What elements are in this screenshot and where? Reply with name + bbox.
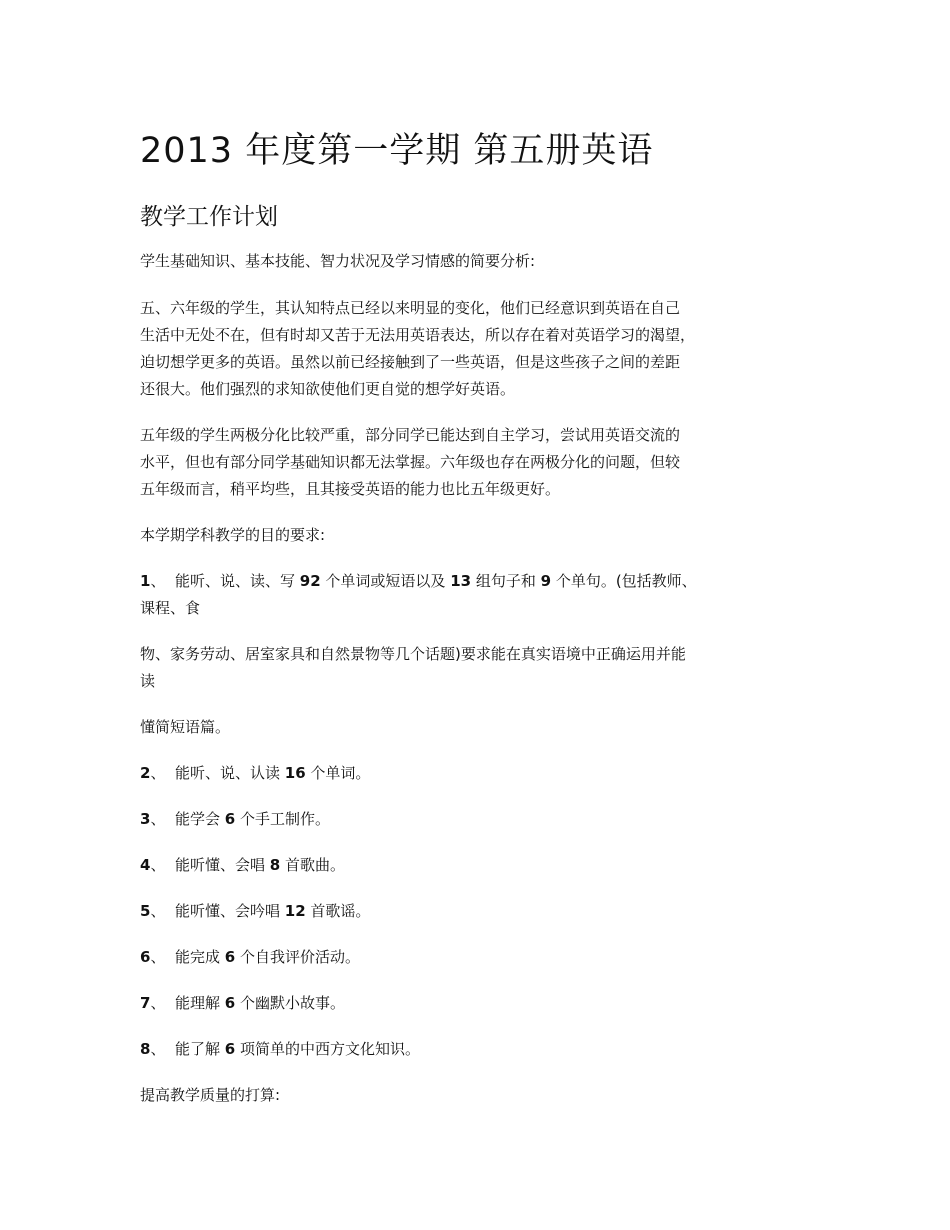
item-number: 8 — [140, 1040, 151, 1058]
item-count: 12 — [284, 902, 306, 920]
item-count: 6 — [224, 994, 236, 1012]
item-count: 13 — [450, 572, 472, 590]
goal-item-3 — [140, 806, 820, 833]
analysis-heading: 学生基础知识、基本技能、智力状况及学习情感的简要分析: — [140, 252, 536, 270]
paragraph-line: 五、六年级的学生，其认知特点已经以来明显的变化，他们已经意识到英语在自己 — [140, 299, 681, 317]
item-number: 6 — [140, 948, 151, 966]
item-text: 组句子和 — [471, 572, 541, 590]
item-text: 项简单的中西方文化知识。 — [235, 1040, 420, 1058]
item-number: 5 — [140, 902, 151, 920]
item-text: 个单词或短语以及 — [320, 572, 451, 590]
paragraph-line: 生活中无处不在，但有时却又苦于无法用英语表达，所以存在着对英语学习的渴望， — [140, 326, 696, 344]
item-text: 个手工制作。 — [235, 810, 330, 828]
item-number: 1 — [140, 572, 151, 590]
item-number: 2 — [140, 764, 151, 782]
item-count: 92 — [299, 572, 321, 590]
item-text: 个单词。 — [305, 764, 371, 782]
goal-item-5 — [140, 898, 820, 925]
item-separator: 、 — [150, 810, 166, 828]
item-count: 9 — [540, 572, 552, 590]
item-number: 4 — [140, 856, 151, 874]
paragraph-line: 迫切想学更多的英语。虽然以前已经接触到了一些英语，但是这些孩子之间的差距 — [140, 353, 681, 371]
item-separator: 、 — [150, 856, 166, 874]
item-text: 能听懂、会唱 — [175, 856, 270, 874]
list-item-line: 读 — [140, 672, 156, 690]
list-item-line: 课程、食 — [140, 599, 201, 617]
paragraph-line: 五年级而言，稍平均些，且其接受英语的能力也比五年级更好。 — [140, 480, 561, 498]
list-item-line: 懂简短语篇。 — [140, 718, 231, 736]
item-separator: 、 — [150, 902, 166, 920]
item-separator: 、 — [150, 948, 166, 966]
item-count: 16 — [284, 764, 306, 782]
item-count: 8 — [269, 856, 281, 874]
item-text: 首歌谣。 — [305, 902, 371, 920]
item-text: 首歌曲。 — [280, 856, 345, 874]
paragraph-line: 五年级的学生两极分化比较严重，部分同学已能达到自主学习，尝试用英语交流的 — [140, 426, 681, 444]
item-separator: 、 — [150, 764, 166, 782]
item-count: 6 — [224, 1040, 236, 1058]
goal-item-8 — [140, 1036, 820, 1063]
item-text: 能了解 — [175, 1040, 225, 1058]
item-number: 7 — [140, 994, 151, 1012]
item-text: 个自我评价活动。 — [235, 948, 360, 966]
paragraph-line: 水平，但也有部分同学基础知识都无法掌握。六年级也存在两极分化的问题，但较 — [140, 453, 681, 471]
goals-heading: 本学期学科教学的目的要求: — [140, 526, 326, 544]
item-text: 能学会 — [175, 810, 225, 828]
quality-heading: 提高教学质量的打算: — [140, 1086, 281, 1104]
item-count: 6 — [224, 948, 236, 966]
goal-item-7 — [140, 990, 820, 1017]
document-subtitle: 教学工作计划 — [140, 204, 278, 230]
item-text: 个单句。(包括教师、 — [551, 572, 697, 590]
goal-item-2 — [140, 760, 820, 787]
item-separator: 、 — [150, 994, 166, 1012]
item-text: 能理解 — [175, 994, 225, 1012]
item-separator: 、 — [150, 572, 166, 590]
goal-item-6 — [140, 944, 820, 971]
list-item-line: 物、家务劳动、居室家具和自然景物等几个话题)要求能在真实语境中正确运用并能 — [140, 645, 686, 663]
item-text: 能听懂、会吟唱 — [175, 902, 285, 920]
list-item-line — [140, 568, 820, 595]
item-text: 个幽默小故事。 — [235, 994, 345, 1012]
item-count: 6 — [224, 810, 236, 828]
paragraph-line: 还很大。他们强烈的求知欲使他们更自觉的想学好英语。 — [140, 380, 516, 398]
item-number: 3 — [140, 810, 151, 828]
item-text: 能听、说、读、写 — [175, 572, 300, 590]
document-title: 2013 年度第一学期 第五册英语 — [140, 131, 654, 171]
goal-item-4 — [140, 852, 820, 879]
item-text: 能完成 — [175, 948, 225, 966]
item-text: 能听、说、认读 — [175, 764, 285, 782]
item-separator: 、 — [150, 1040, 166, 1058]
